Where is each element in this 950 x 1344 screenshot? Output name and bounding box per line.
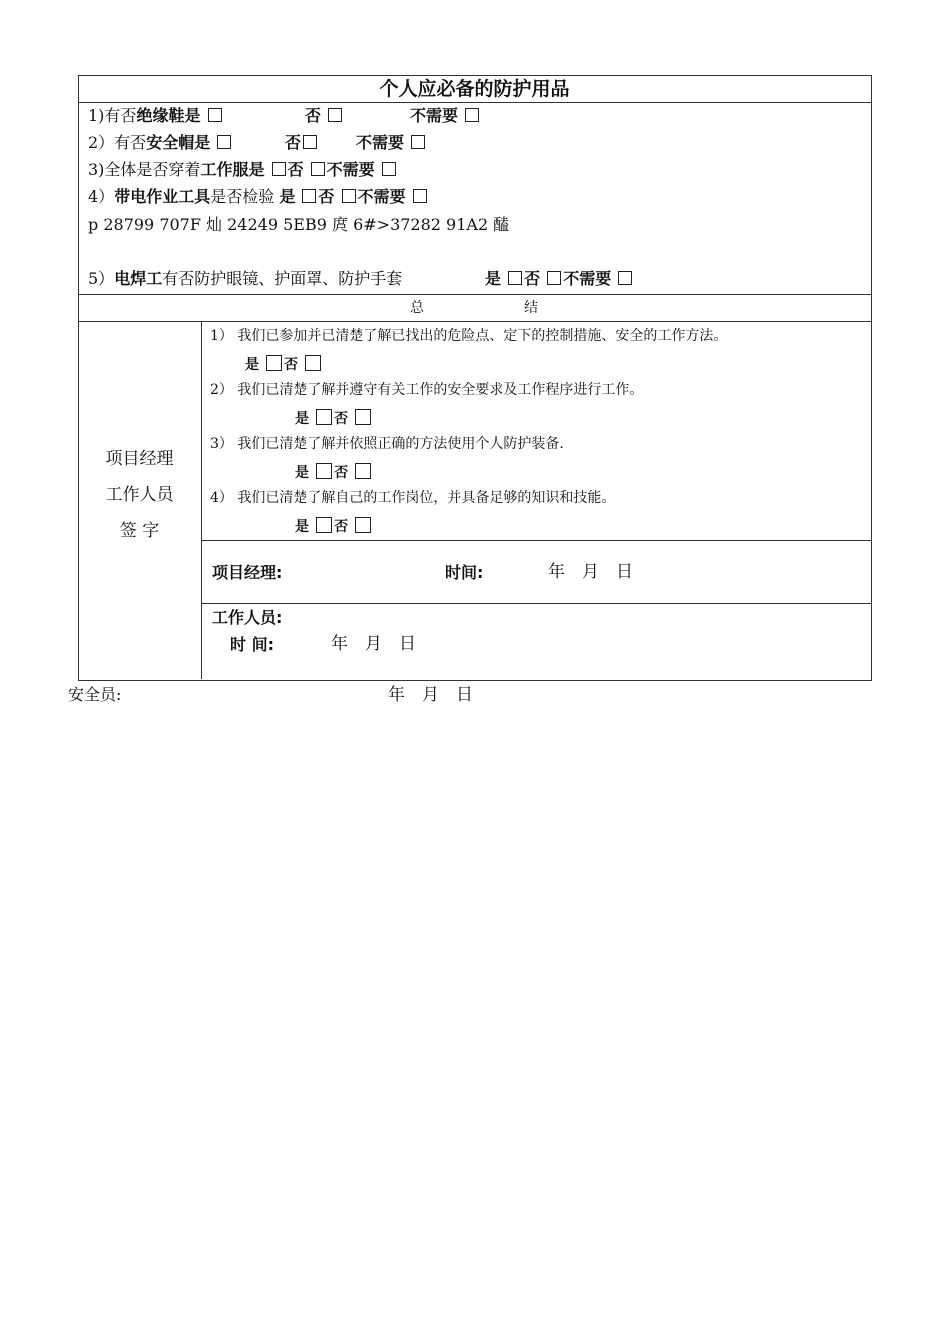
no-checkbox[interactable] xyxy=(342,189,356,203)
no-label: 否 xyxy=(305,106,322,125)
safety-officer-date: 年 月 日 xyxy=(388,685,473,705)
na-checkbox[interactable] xyxy=(413,189,427,203)
question-item: 绝缘鞋 xyxy=(136,106,185,125)
q1-na xyxy=(410,106,481,126)
staff-date: 年 月 日 xyxy=(331,634,416,654)
na-checkbox[interactable] xyxy=(618,271,632,285)
no-checkbox[interactable] xyxy=(305,355,321,371)
q5-options xyxy=(485,269,634,289)
statement-4-options xyxy=(295,516,373,537)
question-item: 安全帽 xyxy=(146,133,195,152)
yes-label: 是 xyxy=(485,269,502,288)
yes-checkbox[interactable] xyxy=(208,108,222,122)
garbled-line: p 28799 707F 灿 24249 5EB9 庹 6#>37282 91A2 醘 xyxy=(88,215,510,234)
summary-header-right: 结 xyxy=(524,300,538,316)
yes-checkbox[interactable] xyxy=(272,162,286,176)
na-label: 不需要 xyxy=(326,160,375,179)
question-prefix: 4） xyxy=(88,187,115,206)
yes-checkbox[interactable] xyxy=(316,409,332,425)
na-label: 不需要 xyxy=(563,269,612,288)
yes-label: 是 xyxy=(245,357,259,373)
yes-checkbox[interactable] xyxy=(217,135,231,149)
no-label: 否 xyxy=(318,187,335,206)
yes-checkbox[interactable] xyxy=(316,517,332,533)
no-label: 否 xyxy=(334,519,349,535)
yes-label: 是 xyxy=(295,411,309,427)
statement-3: 3） 我们已清楚了解并依照正确的方法使用个人防护装备. xyxy=(210,436,564,452)
question-helmet xyxy=(88,133,233,153)
divider xyxy=(201,540,871,541)
na-label: 不需要 xyxy=(410,106,459,125)
divider xyxy=(78,102,871,103)
manager-label: 项目经理: xyxy=(212,563,283,582)
side-label-sign: 签 字 xyxy=(119,521,160,541)
question-middle: 是否检验 xyxy=(210,187,275,206)
manager-time-label: 时间: xyxy=(445,563,484,582)
yes-checkbox[interactable] xyxy=(316,463,332,479)
question-prefix: 3)全体是否穿着 xyxy=(88,160,201,179)
divider xyxy=(78,294,871,295)
question-prefix: 1)有否 xyxy=(88,106,137,125)
no-checkbox[interactable] xyxy=(355,517,371,533)
no-checkbox[interactable] xyxy=(355,409,371,425)
yes-checkbox[interactable] xyxy=(508,271,522,285)
no-label: 否 xyxy=(284,357,299,373)
statement-3-options xyxy=(295,462,373,483)
question-middle: 有否防护眼镜、护面罩、防护手套 xyxy=(162,269,403,288)
safety-officer-label: 安全员: xyxy=(68,685,122,704)
question-prefix: 2）有否 xyxy=(88,133,147,152)
na-checkbox[interactable] xyxy=(382,162,396,176)
yes-label: 是 xyxy=(279,187,296,206)
no-label: 否 xyxy=(334,411,349,427)
no-checkbox[interactable] xyxy=(328,108,342,122)
question-welder xyxy=(88,269,402,289)
divider xyxy=(78,321,871,322)
no-label: 否 xyxy=(287,160,304,179)
question-item: 电焊工 xyxy=(114,269,163,288)
question-insulated-shoes xyxy=(88,106,224,126)
statement-4: 4） 我们已清楚了解自己的工作岗位，并具备足够的知识和技能。 xyxy=(210,490,616,506)
yes-label: 是 xyxy=(184,106,201,125)
statement-1: 1） 我们已参加并已清楚了解已找出的危险点、定下的控制措施、安全的工作方法。 xyxy=(210,328,728,344)
question-prefix: 5） xyxy=(88,269,115,288)
summary-header-left: 总 xyxy=(410,300,424,316)
no-label: 否 xyxy=(334,465,349,481)
question-live-tools xyxy=(88,187,429,207)
no-label: 否 xyxy=(524,269,541,288)
q2-no xyxy=(285,133,319,153)
divider xyxy=(201,321,202,679)
statement-2: 2） 我们已清楚了解并遵守有关工作的安全要求及工作程序进行工作。 xyxy=(210,382,644,398)
yes-label: 是 xyxy=(295,465,309,481)
statement-2-options xyxy=(295,408,373,429)
yes-checkbox[interactable] xyxy=(266,355,282,371)
question-workwear xyxy=(88,160,398,180)
staff-time-label: 时 间: xyxy=(230,635,274,654)
na-checkbox[interactable] xyxy=(465,108,479,122)
na-label: 不需要 xyxy=(357,187,406,206)
side-label-staff: 工作人员 xyxy=(105,485,174,505)
yes-label: 是 xyxy=(194,133,211,152)
page-title: 个人应必备的防护用品 xyxy=(379,78,570,100)
yes-checkbox[interactable] xyxy=(302,189,316,203)
statement-1-options xyxy=(245,354,323,375)
yes-label: 是 xyxy=(295,519,309,535)
na-checkbox[interactable] xyxy=(411,135,425,149)
question-item: 工作服 xyxy=(200,160,249,179)
divider xyxy=(201,603,871,604)
q2-na xyxy=(356,133,427,153)
manager-date: 年 月 日 xyxy=(548,562,633,582)
no-checkbox[interactable] xyxy=(355,463,371,479)
yes-label: 是 xyxy=(248,160,265,179)
no-checkbox[interactable] xyxy=(547,271,561,285)
no-label: 否 xyxy=(285,133,302,152)
staff-label: 工作人员: xyxy=(212,608,283,627)
no-checkbox[interactable] xyxy=(311,162,325,176)
q1-no xyxy=(305,106,344,126)
side-label-manager: 项目经理 xyxy=(105,449,174,469)
na-label: 不需要 xyxy=(356,133,405,152)
no-checkbox[interactable] xyxy=(303,135,317,149)
question-item: 带电作业工具 xyxy=(114,187,211,206)
